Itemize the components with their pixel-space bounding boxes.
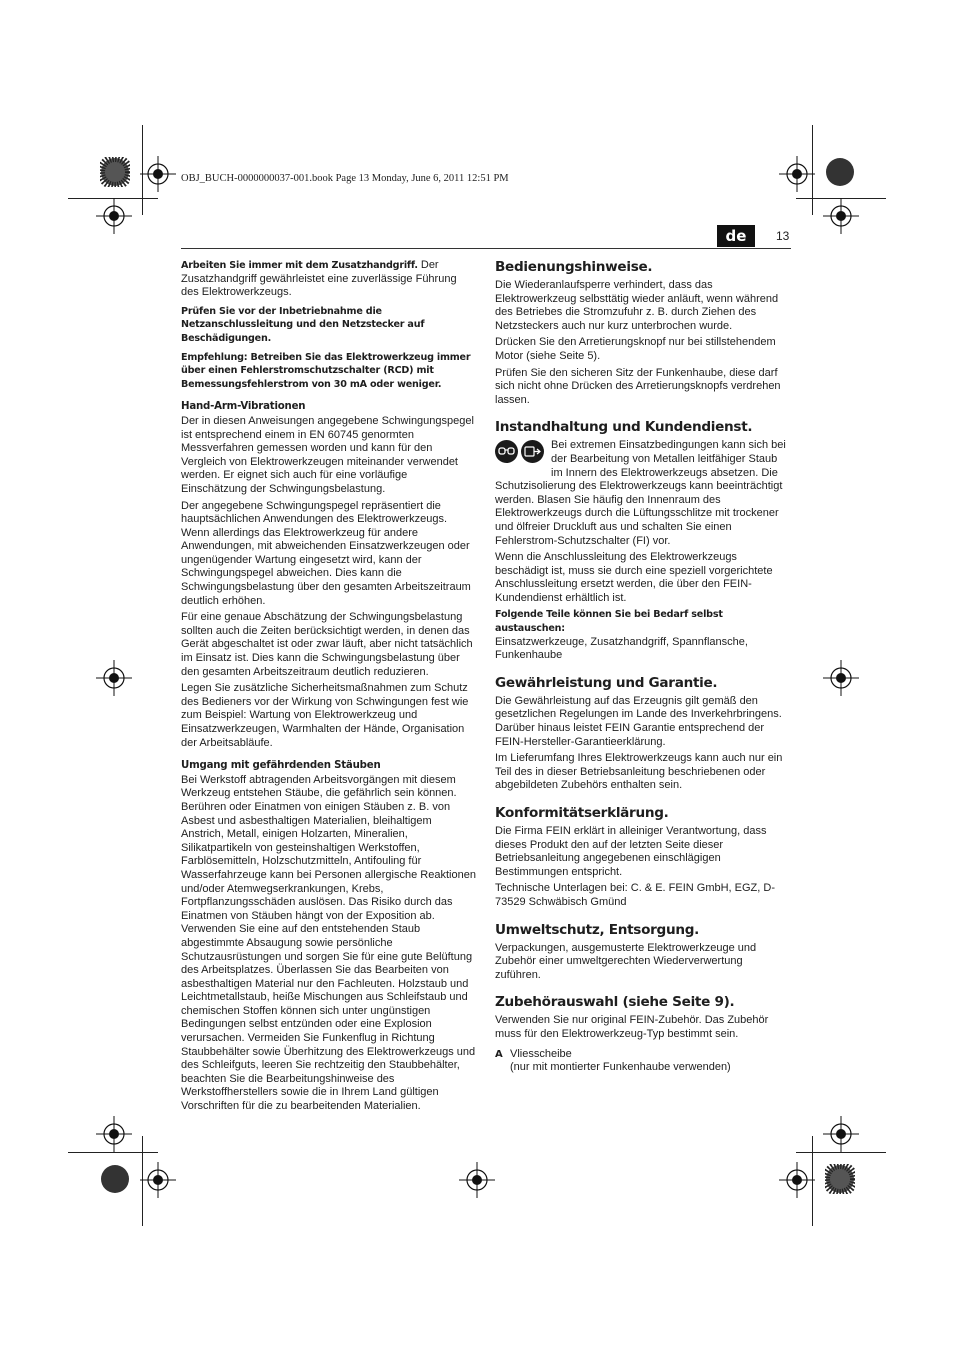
crop-mark: [796, 1152, 886, 1153]
item-key: A: [495, 1048, 503, 1060]
paragraph: [495, 608, 791, 662]
bold-lead: Arbeiten Sie immer mit dem Zusatzhandgriff.: [181, 260, 418, 271]
paragraph: Der angegebene Schwingungspegel repräsentiert die hauptsächlichen Anwendungen des Elektrowerkzeugs. Wenn allerdings das Elektrowerkzeug für andere Anwendungen, mit abweichenden Einsatzwerkzeugen oder ungenügender Wartung eingesetzt wird, kann der Schwingungspegel abweichen. Dies kann die Schwingungsbelastung über den gesamten Arbeitszeitraum deutlich erhöhen.: [181, 499, 471, 607]
registration-target-icon: [96, 198, 132, 234]
registration-target-icon: [96, 1116, 132, 1152]
registration-target-icon: [459, 1162, 495, 1198]
paragraph: Die Wiederanlaufsperre verhindert, dass das Elektrowerkzeug selbsttätig wieder anläuft, wenn während des Betriebes die Stromzufuhr z. B. durch Ziehen des Netzsteckers auch nur kurz unterbrochen wurde.: [495, 279, 779, 332]
paragraph: Verwenden Sie nur original FEIN-Zubehör. Das Zubehör muss für den Elektrowerkzeug-Typ bestimmt sein.: [495, 1014, 769, 1040]
paragraph: Die Firma FEIN erklärt in alleiniger Verantwortung, dass dieses Produkt den auf der letzten Seite dieser Betriebsanleitung angegebenen einschlägigen Bestimmungen entspricht.: [495, 825, 767, 878]
paragraph: Im Lieferumfang Ihres Elektrowerkzeugs kann auch nur ein Teil des in dieser Betriebsanleitung beschriebenen oder abgebildeten Zubehörs enthalten sein.: [495, 752, 783, 792]
section-heading: Zubehörauswahl (siehe Seite 9).: [495, 994, 735, 1011]
pictogram-group: [495, 440, 547, 466]
paragraph: Legen Sie zusätzliche Sicherheitsmaßnahmen zum Schutz des Bedieners vor der Wirkung von Schwingungen fest wie zum Beispiel: Wartung von Elektrowerkzeug und Einsatzwerkzeugen, Warmhalten der Hände, Organisation der Arbeitsabläufe.: [181, 682, 469, 749]
paragraph: Prüfen Sie den sicheren Sitz der Funkenhaube, diese darf sich nicht ohne Drücken des Arretierungsknopfs verdrehen lassen.: [495, 366, 781, 406]
section-heading: Umweltschutz, Entsorgung.: [495, 921, 700, 938]
bold-paragraph: Prüfen Sie vor der Inbetriebnahme die Netzanschlussleitung und den Netzstecker auf Beschädigungen.: [181, 305, 425, 344]
paragraph: Drücken Sie den Arretierungsknopf nur bei stillstehendem Motor (siehe Seite 5).: [495, 336, 776, 362]
subheading: Umgang mit gefährdenden Stäuben: [181, 760, 381, 772]
left-column: [181, 259, 476, 1117]
registration-target-icon: [140, 1162, 176, 1198]
bold-paragraph: Empfehlung: Betreiben Sie das Elektrowerkzeug immer über einen Fehlerstromschutzschalter (RCD) mit Bemessungsfehlerstrom von 30 mA oder weniger.: [181, 351, 471, 390]
registration-target-icon: [823, 198, 859, 234]
registration-target-icon: [823, 1116, 859, 1152]
section-heading: Konformitätserklärung.: [495, 805, 669, 821]
color-wheel-icon: [825, 1164, 855, 1194]
registration-target-icon: [779, 156, 815, 192]
crop-mark: [68, 1152, 158, 1153]
paragraph: Verpackungen, ausgemusterte Elektrowerkzeuge und Zubehör einer umweltgerechten Wiederverwertung zuführen.: [495, 941, 757, 981]
bold-lead: Folgende Teile können Sie bei Bedarf selbst austauschen:: [495, 609, 723, 635]
header-rule: [181, 248, 791, 249]
item-description: [510, 1048, 731, 1075]
paragraph: Bei Werkstoff abtragenden Arbeitsvorgängen mit diesem Werkzeug entstehen Stäube, die gefährlich sein können. Berühren oder Einatmen von einigen Stäuben z. B. von Asbest und asbesthaltigen Materialien, bleihaltigem Anstrich, Metall, einigen Holzarten, Mineralien, Silikatpartikeln von gesteinshaltigen Werkstoffen, Farblösemitteln, Holzschutzmitteln, Antifouling für Wasserfahrzeuge kann bei Personen allergische Reaktionen und/oder Atemwegserkrankungen, Krebs, Fortpflanzungsschäden auslösen. Das Risiko durch das Einatmen von Stäuben hängt von der Exposition ab. Verwenden Sie eine auf den entstehenden Staub abgestimmte Absaugung sowie persönliche Schutzausrüstungen und sorgen Sie für eine gute Belüftung des Arbeitsplatzes. Überlassen Sie das Bearbeiten von asbesthaltigen Material nur den Fachleuten. Holzstaub und Leichtmetallstaub, heiße Mischungen aus Schleifstaub und chemischen Stoffen können sich unter ungünstigen Bedingungen selbst entzünden oder eine Explosion verursachen. Vermeiden Sie Funkenflug in Richtung Staubbehälter sowie Überhitzung des Elektrowerkzeugs und des Schleifguts, leeren Sie rechtzeitig den Staubbehälter, beachten Sie die Bearbeitungshinweise des Werkstoffherstellers sowie die in Ihrem Land gültigen Vorschriften für die zu bearbeitenden Materialien.: [181, 773, 476, 1113]
paragraph: Der in diesen Anweisungen angegebene Schwingungspegel ist entsprechend einem in EN 60745 genormten Messverfahren gemessen worden und kann für den Vergleich von Elektrowerkzeugen miteinander verwendet werden. Er eignet sich auch für eine vorläufige Einschätzung der Schwingungsbelastung.: [181, 414, 474, 495]
color-wheel-icon: [100, 157, 130, 187]
paragraph: Technische Unterlagen bei: C. & E. FEIN GmbH, EGZ, D-73529 Schwäbisch Gmünd: [495, 882, 775, 908]
section-heading: Instandhaltung und Kundendienst.: [495, 419, 753, 436]
paragraph: Für eine genaue Abschätzung der Schwingungsbelastung sollten auch die Zeiten berücksichtigt werden, in denen das Gerät abgeschaltet ist oder zwar läuft, aber nicht tatsächlich im Einsatz ist. Dies kann die Schwingungsbelastung über den gesamten Arbeitszeitraum deutlich reduzieren.: [181, 611, 473, 678]
registration-target-icon: [140, 156, 176, 192]
language-tab: de: [717, 225, 755, 247]
paragraph: Wenn die Anschlussleitung des Elektrowerkzeugs beschädigt ist, muss sie durch eine speziell vorgerichtete Anschlussleitung ersetzt werden, die über den FEIN-Kundendienst erhältlich ist.: [495, 551, 773, 604]
subheading: Hand-Arm-Vibrationen: [181, 401, 306, 413]
right-column: [495, 259, 791, 1075]
registration-target-icon: [96, 660, 132, 696]
paragraph-text: Der Zusatzhandgriff gewährleistet eine zuverlässige Führung des Elektrowerkzeugs.: [181, 259, 457, 299]
section-heading: Bedienungshinweise.: [495, 259, 653, 275]
page-number: 13: [776, 229, 790, 243]
compressed-air-icon: [521, 440, 544, 463]
maintenance-warning: [495, 439, 791, 548]
color-wheel-icon: [825, 157, 855, 187]
paragraph: Die Gewährleistung auf das Erzeugnis gilt gemäß den gesetzlichen Regelungen im Lande des Inverkehrbringens. Darüber hinaus leistet FEIN Garantie entsprechend der FEIN-Hersteller-Garantieerklärung.: [495, 694, 782, 748]
print-header: OBJ_BUCH-0000000037-001.book Page 13 Monday, June 6, 2011 12:51 PM: [181, 173, 509, 184]
item-line: (nur mit montierter Funkenhaube verwenden): [510, 1061, 731, 1074]
item-line: Vliesscheibe: [510, 1047, 572, 1060]
section-heading: Gewährleistung und Garantie.: [495, 674, 718, 691]
color-wheel-icon: [100, 1164, 130, 1194]
paragraph: [181, 259, 476, 300]
registration-target-icon: [779, 1162, 815, 1198]
paragraph: Bei extremen Einsatzbedingungen kann sich bei der Bearbeitung von Metallen leitfähiger Staub im Innern des Elektrowerkzeugs absetzen. Die Schutzisolierung des Elektrowerkzeugs kann beeinträchtigt werden. Blasen Sie häufig den Innenraum des Elektrowerkzeugs durch die Lüftungsschlitze mit trockener und ölfreier Druckluft aus und schalten Sie einen Fehlerstrom-Schutzschalter (FI) vor.: [495, 439, 786, 547]
accessory-item: [495, 1048, 791, 1075]
eye-protection-icon: [495, 440, 518, 463]
paragraph-text: Einsatzwerkzeuge, Zusatzhandgriff, Spannflansche, Funkenhaube: [495, 635, 748, 662]
registration-target-icon: [823, 660, 859, 696]
